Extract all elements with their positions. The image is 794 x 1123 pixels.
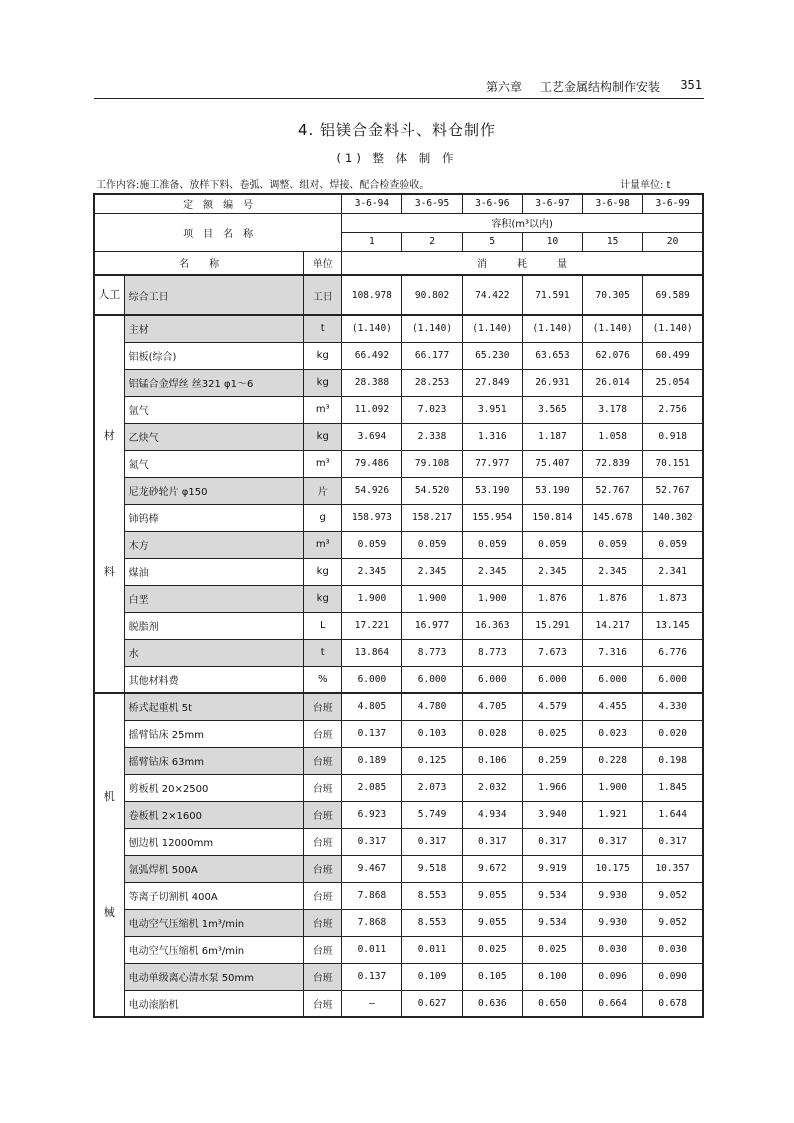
value-cell: 27.849 [462, 369, 522, 396]
value-cell: 0.011 [342, 936, 402, 963]
value-cell: 4.579 [522, 693, 582, 720]
quota-code: 3-6-99 [643, 194, 703, 213]
row-unit: 台班 [304, 747, 342, 774]
row-name: 木方 [124, 531, 304, 558]
row-unit: 台班 [304, 963, 342, 990]
row-name: 尼龙砂轮片 φ150 [124, 477, 304, 504]
value-cell: (1.140) [462, 315, 522, 342]
value-cell: 9.672 [462, 855, 522, 882]
row-unit: 台班 [304, 936, 342, 963]
value-cell: 0.137 [342, 963, 402, 990]
value-cell: 2.345 [522, 558, 582, 585]
value-cell: 0.059 [342, 531, 402, 558]
value-cell: 1.921 [583, 801, 643, 828]
value-cell: 0.636 [462, 990, 522, 1017]
row-unit: 台班 [304, 909, 342, 936]
value-cell: 1.058 [583, 423, 643, 450]
row-name: 氩气 [124, 396, 304, 423]
row-unit: 台班 [304, 855, 342, 882]
measurement-unit: 计量单位: t [620, 180, 671, 191]
value-cell: 7.673 [522, 639, 582, 666]
value-cell: 2.032 [462, 774, 522, 801]
row-name: 电动空气压缩机 6m³/min [124, 936, 304, 963]
table-row [94, 585, 703, 612]
value-cell: 9.467 [342, 855, 402, 882]
value-cell: 74.422 [462, 275, 522, 315]
category-char: 机 [103, 790, 115, 803]
value-cell: 6.000 [462, 666, 522, 693]
value-cell: 0.025 [462, 936, 522, 963]
value-cell: 0.228 [583, 747, 643, 774]
section-subtitle: (1) 整 体 制 作 [336, 151, 458, 165]
value-cell: 1.873 [643, 585, 703, 612]
value-cell: 75.407 [522, 450, 582, 477]
capacity-value: 20 [643, 232, 703, 251]
value-cell: 16.363 [462, 612, 522, 639]
labor-category: 人工 [94, 275, 124, 315]
value-cell: 79.108 [402, 450, 462, 477]
table-row [94, 801, 703, 828]
value-cell: 72.839 [583, 450, 643, 477]
section-title: 4. 铝镁合金料斗、料仓制作 [297, 121, 497, 139]
row-name: 其他材料费 [124, 666, 304, 693]
value-cell: 4.705 [462, 693, 522, 720]
page-header [94, 72, 704, 99]
row-name: 刨边机 12000mm [124, 828, 304, 855]
value-cell: 1.316 [462, 423, 522, 450]
value-cell: 0.011 [402, 936, 462, 963]
capacity-value: 10 [522, 232, 582, 251]
capacity-value: 2 [402, 232, 462, 251]
value-cell: 7.868 [342, 909, 402, 936]
value-cell: 1.900 [462, 585, 522, 612]
value-cell: 0.317 [643, 828, 703, 855]
table-row [94, 558, 703, 585]
value-cell: 7.868 [342, 882, 402, 909]
value-cell: 60.499 [643, 342, 703, 369]
table-row [94, 909, 703, 936]
value-cell: 66.492 [342, 342, 402, 369]
capacity-value: 1 [342, 232, 402, 251]
row-name: 等离子切割机 400A [124, 882, 304, 909]
table-row [94, 450, 703, 477]
value-cell: 77.977 [462, 450, 522, 477]
value-cell: 8.553 [402, 882, 462, 909]
value-cell: 0.678 [643, 990, 703, 1017]
row-unit: 片 [304, 477, 342, 504]
row-name: 综合工日 [124, 275, 304, 315]
value-cell: 1.187 [522, 423, 582, 450]
item-label: 项 目 名 称 [94, 213, 342, 251]
value-cell: (1.140) [522, 315, 582, 342]
value-cell: 145.678 [583, 504, 643, 531]
table-row [94, 963, 703, 990]
value-cell: 6.000 [342, 666, 402, 693]
row-name: 电动空气压缩机 1m³/min [124, 909, 304, 936]
value-cell: 1.876 [583, 585, 643, 612]
value-cell: 17.221 [342, 612, 402, 639]
quota-code: 3-6-97 [522, 194, 582, 213]
value-cell: — [342, 990, 402, 1017]
value-cell: 52.767 [643, 477, 703, 504]
value-cell: (1.140) [583, 315, 643, 342]
value-cell: 0.025 [522, 936, 582, 963]
value-cell: (1.140) [342, 315, 402, 342]
value-cell: 6.000 [402, 666, 462, 693]
value-cell: 0.100 [522, 963, 582, 990]
value-cell: 0.059 [522, 531, 582, 558]
table-row [94, 936, 703, 963]
value-cell: 0.028 [462, 720, 522, 747]
value-cell: 0.109 [402, 963, 462, 990]
value-cell: 16.977 [402, 612, 462, 639]
value-cell: 8.773 [402, 639, 462, 666]
row-name: 铝锰合金焊丝 丝321 φ1～6 [124, 369, 304, 396]
value-cell: 2.756 [643, 396, 703, 423]
value-cell: 10.357 [643, 855, 703, 882]
value-cell: 0.090 [643, 963, 703, 990]
value-cell: 0.317 [342, 828, 402, 855]
work-content: 工作内容:施工准备、放样下料、卷弧、调整、组对、焊接、配合检查验收。 [96, 180, 430, 191]
value-cell: 14.217 [583, 612, 643, 639]
value-cell: 2.345 [462, 558, 522, 585]
row-name: 剪板机 20×2500 [124, 774, 304, 801]
row-unit: 台班 [304, 693, 342, 720]
value-cell: 90.802 [402, 275, 462, 315]
quota-code: 3-6-95 [402, 194, 462, 213]
table-row [94, 855, 703, 882]
value-cell: 9.534 [522, 882, 582, 909]
value-cell: 52.767 [583, 477, 643, 504]
value-cell: 0.317 [462, 828, 522, 855]
value-cell: 0.059 [583, 531, 643, 558]
value-cell: 1.900 [583, 774, 643, 801]
unit-header: 单位 [304, 251, 342, 275]
row-name: 电动滚胎机 [124, 990, 304, 1017]
row-name: 氩弧焊机 500A [124, 855, 304, 882]
code-label: 定 额 编 号 [94, 194, 342, 213]
value-cell: 2.345 [342, 558, 402, 585]
row-name: 主材 [124, 315, 304, 342]
category-char: 料 [103, 565, 115, 578]
value-cell: 0.030 [643, 936, 703, 963]
row-unit: 台班 [304, 828, 342, 855]
value-cell: 0.023 [583, 720, 643, 747]
value-cell: 1.876 [522, 585, 582, 612]
value-cell: 1.845 [643, 774, 703, 801]
row-name: 摇臂钻床 63mm [124, 747, 304, 774]
capacity-value: 5 [462, 232, 522, 251]
materials-category [94, 315, 124, 693]
value-cell: 8.773 [462, 639, 522, 666]
value-cell: 0.103 [402, 720, 462, 747]
value-cell: 28.388 [342, 369, 402, 396]
value-cell: 70.151 [643, 450, 703, 477]
table-row [94, 720, 703, 747]
value-cell: 0.025 [522, 720, 582, 747]
value-cell: 26.931 [522, 369, 582, 396]
value-cell: 9.534 [522, 909, 582, 936]
machinery-category [94, 693, 124, 1017]
table-row [94, 990, 703, 1017]
value-cell: 0.137 [342, 720, 402, 747]
row-name: 电动单级离心清水泵 50mm [124, 963, 304, 990]
value-cell: 6.776 [643, 639, 703, 666]
row-unit: m³ [304, 396, 342, 423]
value-cell: 79.486 [342, 450, 402, 477]
value-cell: 0.198 [643, 747, 703, 774]
category-char: 械 [103, 906, 115, 919]
value-cell: 0.059 [402, 531, 462, 558]
value-cell: 6.000 [643, 666, 703, 693]
value-cell: 6.000 [583, 666, 643, 693]
row-name: 卷板机 2×1600 [124, 801, 304, 828]
category-char: 材 [103, 429, 115, 442]
value-cell: 9.055 [462, 909, 522, 936]
value-cell: 140.302 [643, 504, 703, 531]
value-cell: 3.178 [583, 396, 643, 423]
value-cell: 54.520 [402, 477, 462, 504]
table-row [94, 315, 703, 342]
value-cell: 1.900 [402, 585, 462, 612]
value-cell: 0.096 [583, 963, 643, 990]
row-unit: g [304, 504, 342, 531]
capacity-header-row [94, 213, 703, 232]
value-cell: 11.092 [342, 396, 402, 423]
row-unit: m³ [304, 450, 342, 477]
value-cell: 155.954 [462, 504, 522, 531]
value-cell: 3.940 [522, 801, 582, 828]
table-row [94, 423, 703, 450]
value-cell: 150.814 [522, 504, 582, 531]
value-cell: 2.341 [643, 558, 703, 585]
value-cell: 9.930 [583, 909, 643, 936]
row-unit: L [304, 612, 342, 639]
row-name: 乙炔气 [124, 423, 304, 450]
value-cell: 4.934 [462, 801, 522, 828]
row-unit: m³ [304, 531, 342, 558]
row-unit: 台班 [304, 990, 342, 1017]
table-row [94, 504, 703, 531]
value-cell: 6.923 [342, 801, 402, 828]
table-row [94, 612, 703, 639]
value-cell: 3.951 [462, 396, 522, 423]
table-row [94, 396, 703, 423]
value-cell: 2.338 [402, 423, 462, 450]
row-name: 铈钨棒 [124, 504, 304, 531]
value-cell: 71.591 [522, 275, 582, 315]
value-cell: 4.805 [342, 693, 402, 720]
value-cell: 4.780 [402, 693, 462, 720]
page-number: 351 [680, 78, 702, 92]
row-unit: 台班 [304, 774, 342, 801]
value-cell: 4.455 [583, 693, 643, 720]
row-unit: kg [304, 423, 342, 450]
capacity-value: 15 [583, 232, 643, 251]
value-cell: 0.059 [462, 531, 522, 558]
table-row [94, 369, 703, 396]
table-row [94, 666, 703, 693]
row-unit: kg [304, 369, 342, 396]
value-cell: 0.106 [462, 747, 522, 774]
value-cell: 9.052 [643, 909, 703, 936]
row-name: 摇臂钻床 25mm [124, 720, 304, 747]
value-cell: 8.553 [402, 909, 462, 936]
value-cell: 4.330 [643, 693, 703, 720]
row-name: 桥式起重机 5t [124, 693, 304, 720]
value-cell: 66.177 [402, 342, 462, 369]
value-cell: 0.664 [583, 990, 643, 1017]
value-cell: 3.694 [342, 423, 402, 450]
value-cell: 2.085 [342, 774, 402, 801]
row-name: 铝板(综合) [124, 342, 304, 369]
value-cell: 7.316 [583, 639, 643, 666]
value-cell: 0.059 [643, 531, 703, 558]
row-unit: t [304, 639, 342, 666]
row-unit: % [304, 666, 342, 693]
table-row [94, 747, 703, 774]
capacity-label: 容积(m³以内) [342, 213, 703, 232]
value-cell: 15.291 [522, 612, 582, 639]
row-unit: 台班 [304, 882, 342, 909]
row-name: 水 [124, 639, 304, 666]
code-row [94, 194, 703, 213]
quota-code: 3-6-98 [583, 194, 643, 213]
value-cell: 13.145 [643, 612, 703, 639]
consumption-header: 消 耗 量 [342, 251, 703, 275]
value-cell: 62.076 [583, 342, 643, 369]
value-cell: 1.966 [522, 774, 582, 801]
value-cell: 0.020 [643, 720, 703, 747]
value-cell: 9.518 [402, 855, 462, 882]
value-cell: 0.105 [462, 963, 522, 990]
row-unit: kg [304, 342, 342, 369]
row-name: 煤油 [124, 558, 304, 585]
value-cell: 0.317 [402, 828, 462, 855]
value-cell: 1.644 [643, 801, 703, 828]
name-header-row [94, 251, 703, 275]
value-cell: (1.140) [643, 315, 703, 342]
value-cell: 28.253 [402, 369, 462, 396]
quota-code: 3-6-94 [342, 194, 402, 213]
value-cell: 0.918 [643, 423, 703, 450]
value-cell: 2.345 [402, 558, 462, 585]
row-unit: 台班 [304, 801, 342, 828]
value-cell: 7.023 [402, 396, 462, 423]
quota-table [93, 193, 704, 1018]
row-unit: 台班 [304, 720, 342, 747]
value-cell: 63.653 [522, 342, 582, 369]
value-cell: (1.140) [402, 315, 462, 342]
value-cell: 69.589 [643, 275, 703, 315]
value-cell: 26.014 [583, 369, 643, 396]
value-cell: 53.190 [522, 477, 582, 504]
value-cell: 158.217 [402, 504, 462, 531]
quota-code: 3-6-96 [462, 194, 522, 213]
row-unit: 工日 [304, 275, 342, 315]
value-cell: 5.749 [402, 801, 462, 828]
value-cell: 0.650 [522, 990, 582, 1017]
value-cell: 2.345 [583, 558, 643, 585]
value-cell: 0.627 [402, 990, 462, 1017]
row-name: 白垩 [124, 585, 304, 612]
value-cell: 0.030 [583, 936, 643, 963]
value-cell: 13.864 [342, 639, 402, 666]
table-row [94, 531, 703, 558]
value-cell: 0.189 [342, 747, 402, 774]
table-row [94, 828, 703, 855]
row-unit: t [304, 315, 342, 342]
value-cell: 0.125 [402, 747, 462, 774]
chapter-label: 第六章 [486, 80, 523, 94]
value-cell: 65.230 [462, 342, 522, 369]
chapter-subject: 工艺金属结构制作安装 [540, 80, 661, 94]
value-cell: 0.317 [583, 828, 643, 855]
row-name: 脱脂剂 [124, 612, 304, 639]
value-cell: 70.305 [583, 275, 643, 315]
value-cell: 10.175 [583, 855, 643, 882]
table-row [94, 693, 703, 720]
table-row [94, 275, 703, 315]
value-cell: 25.054 [643, 369, 703, 396]
table-row [94, 342, 703, 369]
value-cell: 6.000 [522, 666, 582, 693]
value-cell: 54.926 [342, 477, 402, 504]
row-name: 氮气 [124, 450, 304, 477]
value-cell: 9.930 [583, 882, 643, 909]
table-row [94, 639, 703, 666]
table-row [94, 774, 703, 801]
table-row [94, 882, 703, 909]
value-cell: 9.052 [643, 882, 703, 909]
value-cell: 9.919 [522, 855, 582, 882]
value-cell: 3.565 [522, 396, 582, 423]
value-cell: 0.259 [522, 747, 582, 774]
value-cell: 108.978 [342, 275, 402, 315]
name-header: 名 称 [94, 251, 304, 275]
row-unit: kg [304, 558, 342, 585]
value-cell: 0.317 [522, 828, 582, 855]
value-cell: 2.073 [402, 774, 462, 801]
value-cell: 158.973 [342, 504, 402, 531]
value-cell: 53.190 [462, 477, 522, 504]
row-unit: kg [304, 585, 342, 612]
value-cell: 9.055 [462, 882, 522, 909]
table-row [94, 477, 703, 504]
value-cell: 1.900 [342, 585, 402, 612]
